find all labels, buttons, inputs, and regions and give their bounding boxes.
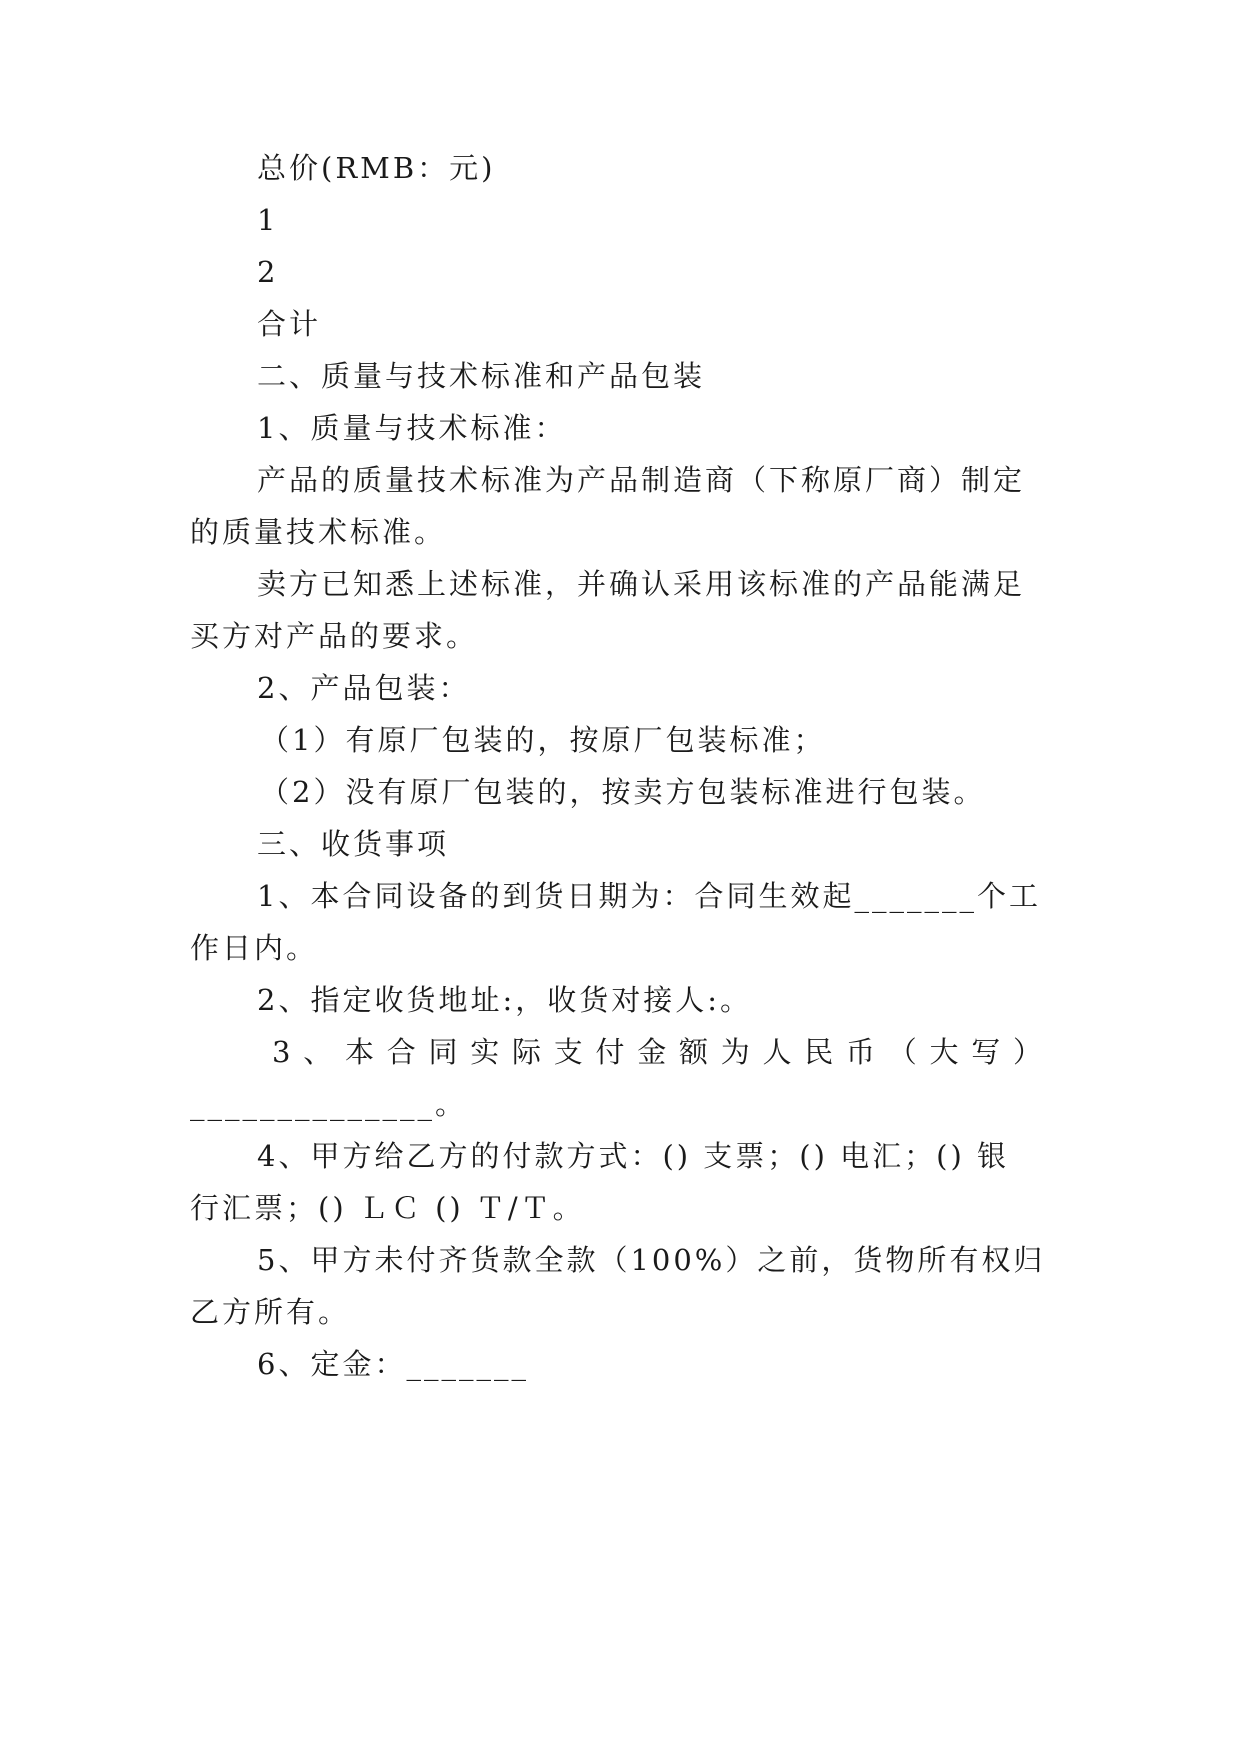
table-row-total: 合计: [257, 307, 322, 341]
spread-char: 付: [595, 1035, 625, 1069]
spread-char: 3: [272, 1035, 291, 1069]
section-heading: 三、收货事项: [257, 827, 450, 861]
spread-char: 人: [762, 1035, 792, 1069]
paragraph-line: 产品的质量技术标准为产品制造商（下称原厂商）制定: [257, 463, 1026, 497]
paragraph-line: 6、定金：_______: [257, 1347, 529, 1381]
spread-char: 额: [678, 1035, 708, 1069]
list-item: （2）没有原厂包装的，按卖方包装标准进行包装。: [260, 775, 986, 809]
paragraph-line: 1、本合同设备的到货日期为：合同生效起_______个工: [257, 879, 1041, 913]
list-item: （1）有原厂包装的，按原厂包装标准；: [260, 723, 826, 757]
spread-char: ）: [1012, 1035, 1042, 1069]
spread-char: 同: [428, 1035, 458, 1069]
subsection-heading: 1、质量与技术标准：: [257, 411, 567, 445]
paragraph-line: 2、指定收货地址:，收货对接人:。: [257, 983, 752, 1017]
paragraph-line: 乙方所有。: [190, 1295, 351, 1329]
spread-char: 、: [303, 1035, 333, 1069]
spread-char: 民: [804, 1035, 834, 1069]
table-row-number: 2: [257, 255, 279, 289]
spread-char: 写: [971, 1035, 1001, 1069]
spread-char: （: [887, 1035, 917, 1069]
spread-char: 金: [637, 1035, 667, 1069]
section-heading: 二、质量与技术标准和产品包装: [257, 359, 706, 393]
blank-amount-line: ______________。: [190, 1087, 468, 1121]
spread-char: 本: [344, 1035, 374, 1069]
paragraph-line: 买方对产品的要求。: [190, 619, 479, 653]
spread-char: 合: [386, 1035, 416, 1069]
paragraph-line: 作日内。: [190, 931, 319, 965]
paragraph-line: 行汇票；() ＬＣ () Ｔ/Ｔ。: [190, 1191, 585, 1225]
spread-char: 币: [845, 1035, 875, 1069]
spread-paragraph-line: [272, 1032, 1042, 1072]
spread-char: 际: [511, 1035, 541, 1069]
paragraph-line: 的质量技术标准。: [190, 515, 447, 549]
subsection-heading: 2、产品包装：: [257, 671, 471, 705]
spread-char: 实: [470, 1035, 500, 1069]
spread-char: 为: [720, 1035, 750, 1069]
table-header-total-price: 总价(RMB：元): [257, 151, 496, 185]
paragraph-line: 卖方已知悉上述标准，并确认采用该标准的产品能满足: [257, 567, 1026, 601]
paragraph-line: 5、甲方未付齐货款全款（100%）之前，货物所有权归: [257, 1243, 1046, 1277]
spread-char: 大: [929, 1035, 959, 1069]
spread-char: 支: [553, 1035, 583, 1069]
table-row-number: 1: [257, 203, 279, 237]
paragraph-line: 4、甲方给乙方的付款方式：() 支票；() 电汇；() 银: [257, 1139, 1009, 1173]
